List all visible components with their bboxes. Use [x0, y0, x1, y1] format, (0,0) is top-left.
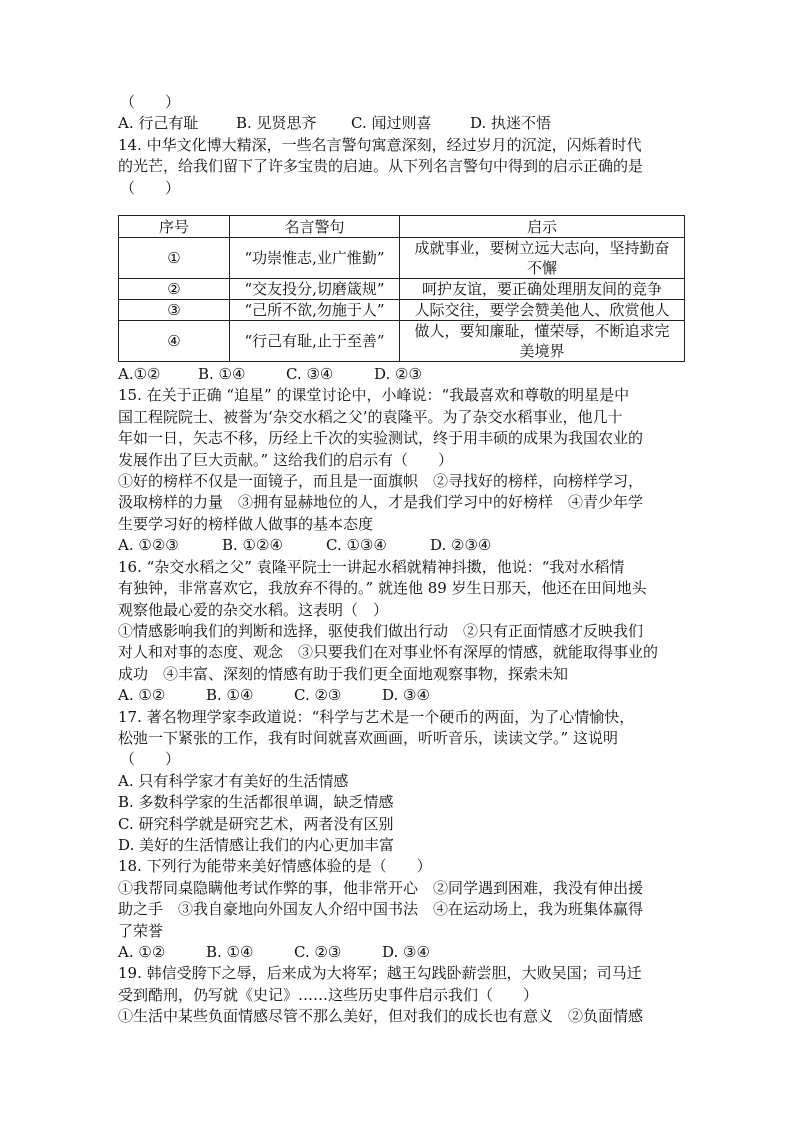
q14-stem-line-1: 14. 中华文化博大精深，一些名言警句寓意深刻，经过岁月的沉淀，闪烁着时代	[118, 135, 642, 154]
q15-line: 国工程院院士、被誉为‘杂交水稻之父’的袁隆平。为了杂交水稻事业，他几十	[118, 407, 623, 426]
q13-option-b: B. 见贤思齐	[236, 114, 317, 133]
q16-options	[118, 685, 685, 706]
row-lesson: 呵护友谊，要正确处理朋友间的竞争	[400, 279, 685, 300]
q13-option-d: D. 执迷不悟	[470, 114, 552, 133]
q15-line: 生要学习好的榜样做人做事的基本态度	[118, 514, 374, 533]
q16-line: ①情感影响我们的判断和选择，驱使我们做出行动 ②只有正面情感才反映我们	[118, 621, 644, 640]
row-quote: “行己有耻,止于至善”	[230, 321, 400, 362]
q14-option-b: B. ①④	[198, 365, 246, 384]
q18-line: 了荣誉	[118, 921, 164, 940]
q19-line: ①生活中某些负面情感尽管不那么美好，但对我们的成长也有意义 ②负面情感	[118, 1007, 644, 1026]
q14-stem-line-2: 的光芒，给我们留下了许多宝贵的启迪。从下列名言警句中得到的启示正确的是	[118, 157, 644, 176]
q16-option-a: A. ①②	[118, 686, 166, 705]
q18-option-d: D. ③④	[382, 943, 430, 961]
row-quote: “交友投分,切磨箴规”	[230, 279, 400, 300]
q17-line: 17. 著名物理学家李政道说：“科学与艺术是一个硬币的两面，为了心情愉快，	[118, 707, 635, 726]
row-number: ④	[119, 321, 230, 362]
q16-line: 有独钟，非常喜欢它，我放弃不得的。” 就连他 89 岁生日那天，他还在田间地头	[118, 579, 647, 598]
q18-line: ①我帮同桌隐瞒他考试作弊的事，他非常开心 ②同学遇到困难，我没有伸出援	[118, 878, 644, 897]
row-lesson-line-2: 不懈	[527, 259, 558, 278]
row-lesson	[400, 238, 685, 279]
row-lesson-line-1: 做人，要知廉耻，懂荣辱，不断追求完	[414, 322, 670, 341]
q18-line: 助之手 ③我自豪地向外国友人介绍中国书法 ④在运动场上，我为班集体赢得	[118, 900, 644, 919]
q14-option-d: D. ②③	[374, 365, 422, 384]
q15-option-b: B. ①②④	[222, 536, 283, 555]
q14-table	[118, 215, 685, 362]
q15-line: 发展作出了巨大贡献。” 这给我们的启示有（ ）	[118, 450, 453, 469]
q17-bracket: （ ）	[120, 750, 181, 769]
table-row	[119, 238, 685, 279]
q16-option-b: B. ①④	[206, 686, 254, 705]
q18-line: 18. 下列行为能带来美好情感体验的是（ ）	[118, 857, 432, 876]
table-row	[119, 279, 685, 300]
table-row	[119, 321, 685, 362]
q18-option-a: A. ①②	[118, 943, 166, 961]
row-lesson	[400, 321, 685, 362]
q15-options	[118, 535, 685, 556]
q16-line: 16. “杂交水稻之父” 袁隆平院士一讲起水稻就精神抖擞，他说：“我对水稻情	[118, 557, 625, 576]
q18-options	[118, 942, 685, 963]
q14-bracket: （ ）	[120, 178, 181, 197]
q15-option-c: C. ①③④	[326, 536, 387, 555]
q16-line: 成功 ④丰富、深刻的情感有助于我们更全面地观察事物，探索未知	[118, 664, 569, 683]
q15-line: 15. 在关于正确 “追星” 的课堂讨论中，小峰说：“我最喜欢和尊敬的明星是中	[118, 386, 630, 405]
q14-option-a: A.①②	[118, 365, 161, 384]
q17-option-a: A. 只有科学家才有美好的生活情感	[118, 771, 349, 790]
q18-option-b: B. ①④	[206, 943, 254, 961]
table-header-quote: 名言警句	[230, 216, 400, 238]
row-quote: “己所不欲,勿施于人”	[230, 300, 400, 321]
row-lesson: 人际交往，要学会赞美他人、欣赏他人	[400, 300, 685, 321]
q16-line: 观察他最心爱的杂交水稻。这表明（ ）	[118, 600, 389, 619]
q16-option-c: C. ②③	[294, 686, 342, 705]
q18-option-c: C. ②③	[294, 943, 342, 961]
q16-line: 对人和对事的态度、观念 ③只要我们在对事业怀有深厚的情感，就能取得事业的	[118, 643, 659, 662]
q13-options	[118, 113, 685, 134]
q15-line: 年如一日，矢志不移，历经上千次的实验测试，终于用丰硕的成果为我国农业的	[118, 429, 644, 448]
table-header-number: 序号	[119, 216, 230, 238]
row-quote: “功崇惟志,业广惟勤”	[230, 238, 400, 279]
q17-option-d: D. 美好的生活情感让我们的内心更加丰富	[118, 835, 395, 854]
q17-option-b: B. 多数科学家的生活都很单调，缺乏情感	[118, 793, 394, 812]
q14-options	[118, 364, 685, 385]
q17-line: 松弛一下紧张的工作，我有时间就喜欢画画，听听音乐，读读文学。” 这说明	[118, 728, 618, 747]
q14-option-c: C. ③④	[286, 365, 334, 384]
table-header-lesson: 启示	[400, 216, 685, 238]
q15-line: 汲取榜样的力量 ③拥有显赫地位的人，才是我们学习中的好榜样 ④青少年学	[118, 493, 644, 512]
row-lesson-line-1: 成就事业，要树立远大志向，坚持勤奋	[414, 239, 670, 258]
q15-option-d: D. ②③④	[430, 536, 492, 555]
q15-option-a: A. ①②③	[118, 536, 179, 555]
q13-option-c: C. 闻过则喜	[351, 114, 432, 133]
q16-option-d: D. ③④	[382, 686, 430, 705]
q13-bracket: （ ）	[120, 93, 181, 111]
row-number: ①	[119, 238, 230, 279]
q19-line: 19. 韩信受胯下之辱，后来成为大将军；越王勾践卧薪尝胆，大败吴国；司马迁	[118, 964, 642, 983]
question-content	[118, 92, 685, 1028]
row-number: ③	[119, 300, 230, 321]
q17-option-c: C. 研究科学就是研究艺术，两者没有区别	[118, 814, 394, 833]
q15-line: ①好的榜样不仅是一面镜子，而且是一面旗帜 ②寻找好的榜样，向榜样学习，	[118, 472, 644, 491]
row-lesson-line-2: 美境界	[519, 342, 565, 361]
q19-line: 受到酷刑，仍写就《史记》……这些历史事件启示我们（ ）	[118, 985, 539, 1004]
row-number: ②	[119, 279, 230, 300]
q13-option-a: A. 行己有耻	[118, 114, 199, 133]
table-row	[119, 300, 685, 321]
